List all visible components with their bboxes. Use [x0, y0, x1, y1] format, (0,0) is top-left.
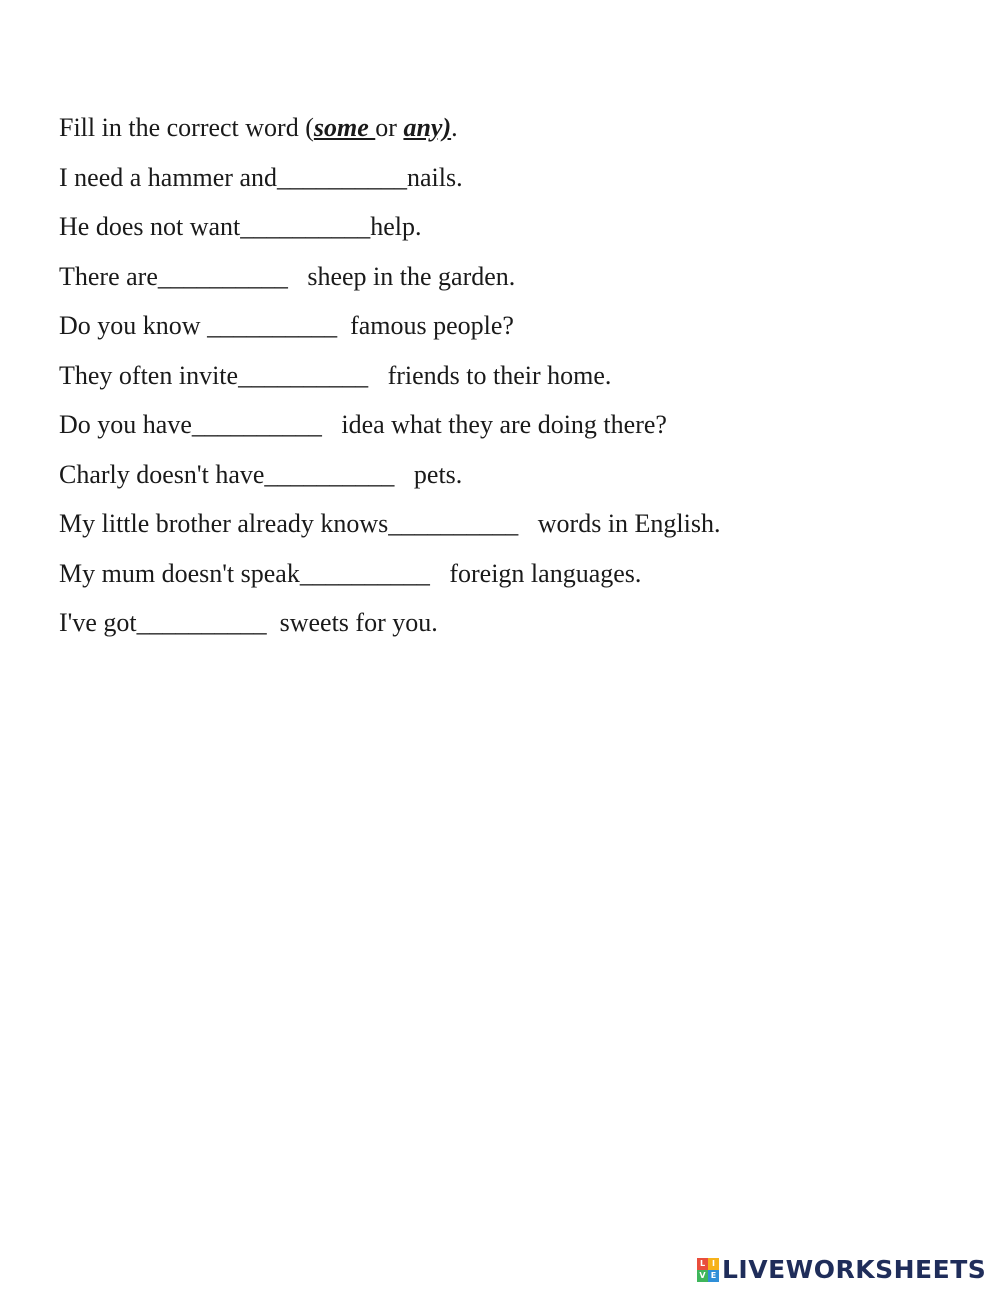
sentence-text-after: sweets for you. — [266, 608, 438, 637]
sentence-8 — [59, 499, 959, 549]
answer-blank-2[interactable]: __________ — [240, 212, 371, 241]
sentence-text-before: They often invite — [59, 360, 239, 390]
sentence-10 — [59, 598, 959, 648]
answer-blank-3[interactable]: __________ — [157, 261, 288, 291]
sentence-3 — [59, 252, 959, 302]
sentence-text-after: pets. — [394, 459, 463, 489]
sentence-text-after: help. — [370, 212, 422, 241]
keyword-any: any) — [403, 113, 452, 142]
answer-blank-8[interactable]: __________ — [388, 509, 519, 538]
sentence-text-after: idea what they are doing there? — [321, 410, 667, 439]
sentence-text-before: I've got — [59, 608, 137, 637]
sentence-text-before: There are — [59, 261, 158, 291]
sentence-7 — [59, 450, 959, 500]
instruction-prefix: Fill in the correct word ( — [59, 113, 314, 142]
answer-blank-5[interactable]: __________ — [238, 360, 369, 390]
sentence-text-after: friends to their home. — [368, 360, 612, 390]
sentence-text-before: My little brother already knows — [59, 509, 389, 538]
sentence-4 — [59, 301, 959, 351]
sentence-2 — [59, 202, 959, 252]
sentence-text-before: Charly doesn't have — [59, 459, 265, 489]
worksheet — [59, 103, 959, 648]
sentence-text-before: My mum doesn't speak — [59, 558, 300, 588]
answer-blank-7[interactable]: __________ — [264, 459, 395, 489]
sentence-1 — [59, 153, 959, 203]
instruction-title — [59, 103, 959, 153]
sentence-text-after: famous people? — [337, 311, 514, 340]
liveworksheets-logo — [697, 1255, 986, 1285]
liveworksheets-logo-icon: L I V E — [697, 1258, 719, 1282]
answer-blank-4[interactable]: __________ — [207, 311, 338, 340]
sentence-text-after: words in English. — [518, 509, 721, 538]
keyword-some: some — [313, 113, 376, 142]
liveworksheets-logo-text: LIVEWORKSHEETS — [722, 1255, 987, 1284]
instruction-suffix: . — [451, 113, 458, 142]
sentence-text-before: He does not want — [59, 212, 241, 241]
sentence-text-before: Do you have — [59, 410, 192, 439]
sentence-text-after: nails. — [407, 162, 463, 192]
sentence-6 — [59, 400, 959, 450]
answer-blank-6[interactable]: __________ — [191, 410, 322, 439]
instruction-middle: or — [375, 113, 404, 142]
sentence-text-after: foreign languages. — [429, 558, 642, 588]
answer-blank-9[interactable]: __________ — [299, 558, 430, 588]
answer-blank-10[interactable]: __________ — [136, 608, 267, 637]
sentence-text-before: Do you know — [59, 311, 208, 340]
sentence-text-before: I need a hammer and — [59, 162, 278, 192]
sentence-5 — [59, 351, 959, 401]
sentence-9 — [59, 549, 959, 599]
answer-blank-1[interactable]: __________ — [277, 162, 408, 192]
sentence-text-after: sheep in the garden. — [287, 261, 516, 291]
